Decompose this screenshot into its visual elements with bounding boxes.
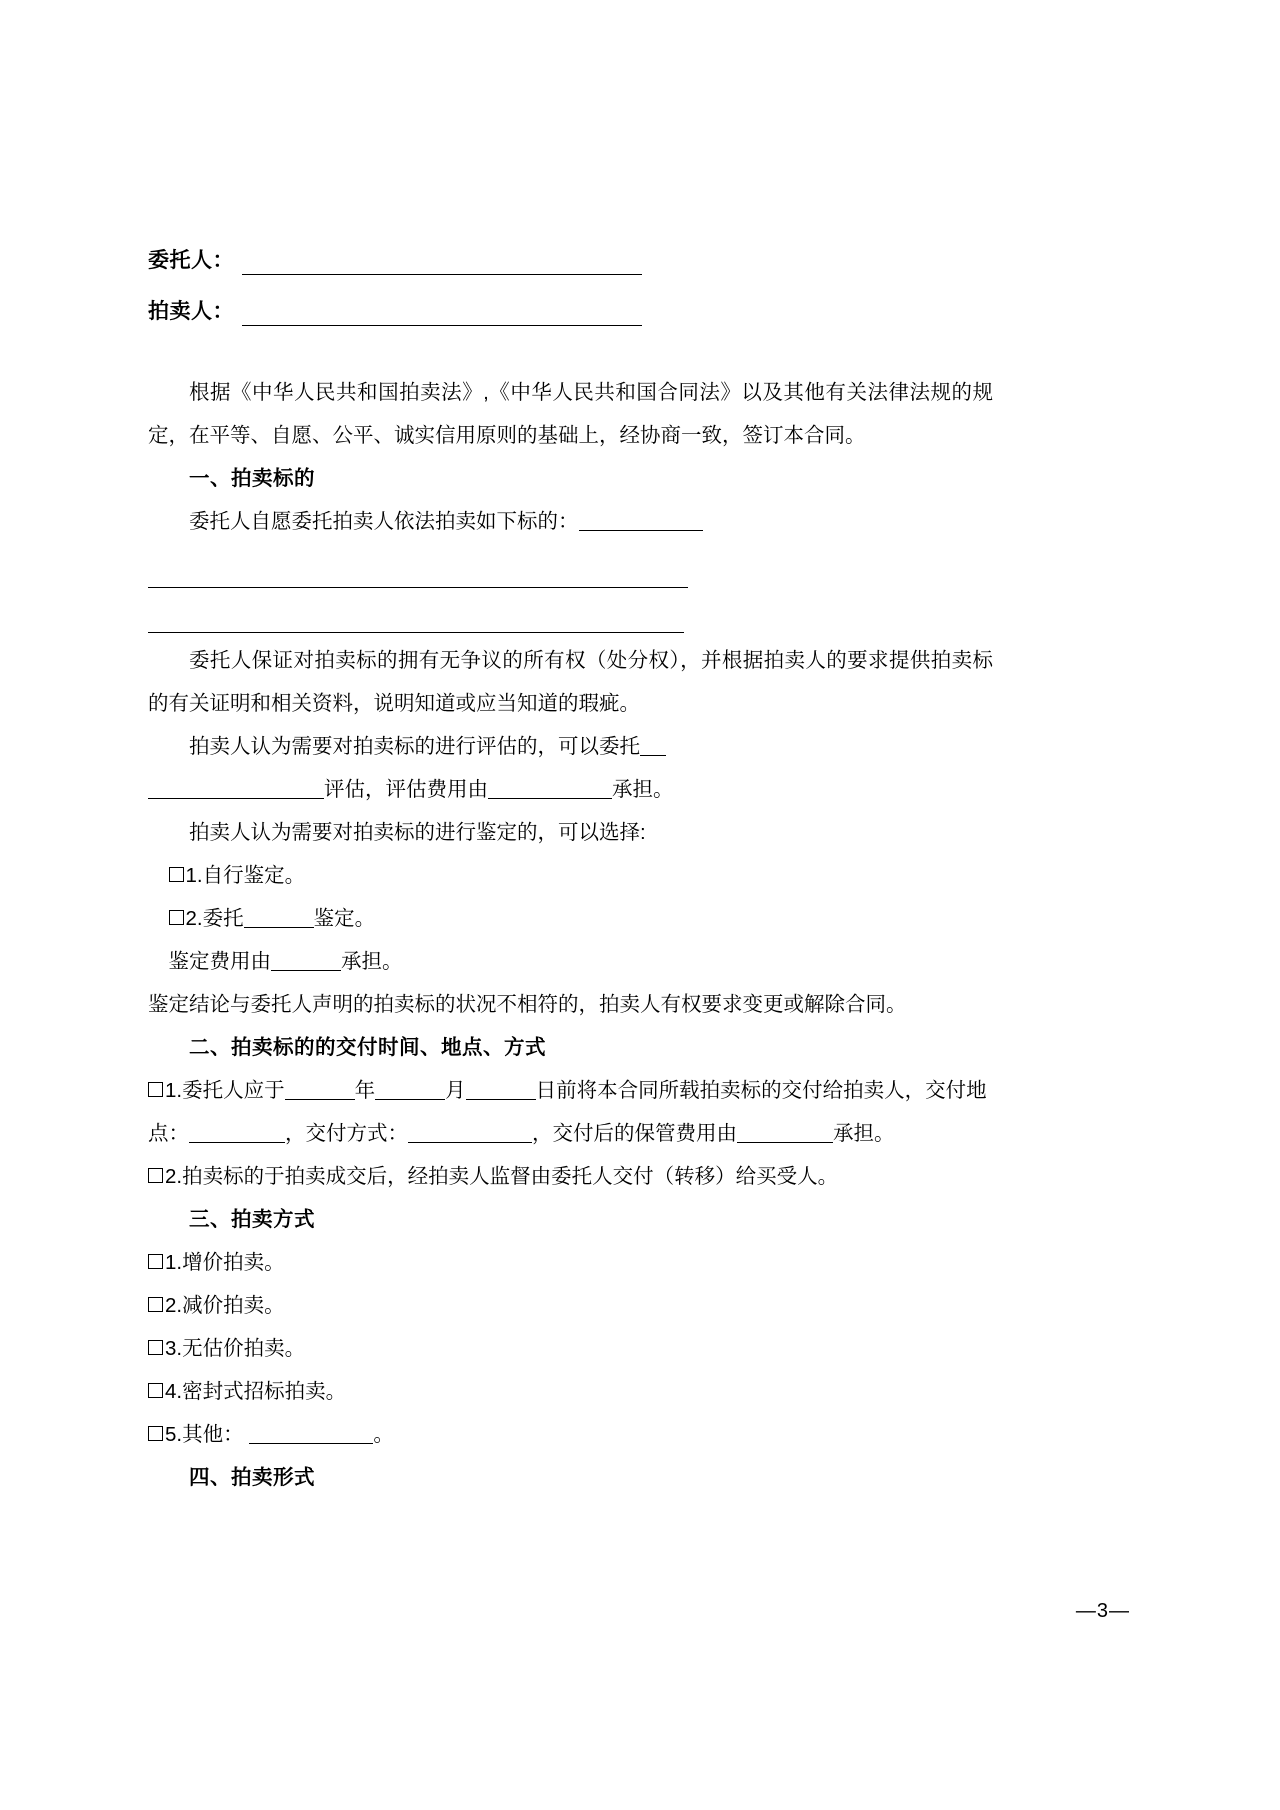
identification-fee-payer-blank[interactable] — [271, 970, 341, 971]
delivery-year-label: 年 — [354, 1079, 376, 1102]
delivery-item-1-continued — [148, 1112, 993, 1155]
delivery-year-blank[interactable] — [285, 1099, 355, 1100]
appraisal-entity-blank[interactable] — [148, 798, 324, 799]
appraisal-line-2-text-a: 评估，评估费用由 — [324, 778, 488, 801]
auctioneer-input-line[interactable] — [242, 303, 642, 326]
auction-method-option-3-num: 3. — [165, 1337, 183, 1360]
ownership-guarantee-paragraph: 委托人保证对拍卖标的拥有无争议的所有权（处分权），并根据拍卖人的要求提供拍卖标的有关证明和相关资料，说明知道或应当知道的瑕疵。 — [148, 649, 993, 715]
delivery-item-2-text: 2.拍卖标的于拍卖成交后，经拍卖人监督由委托人交付（转移）给买受人。 — [165, 1165, 839, 1188]
party-row-auctioneer — [148, 296, 993, 326]
party-row-consignor — [148, 245, 993, 275]
appraisal-line-1 — [148, 725, 993, 768]
checkbox-icon[interactable] — [169, 910, 184, 925]
identification-option-2 — [148, 897, 993, 940]
delivery-item-1-text-a: 1.委托人应于 — [165, 1079, 285, 1102]
auction-method-option-2-num: 2. — [165, 1294, 183, 1317]
checkbox-icon[interactable] — [148, 1426, 163, 1441]
section-two-title: 二、拍卖标的的交付时间、地点、方式 — [189, 1036, 546, 1059]
identification-lead: 拍卖人认为需要对拍卖标的进行鉴定的，可以选择: — [189, 821, 646, 844]
checkbox-icon[interactable] — [148, 1082, 163, 1097]
identification-option-2-text-a: 委托 — [202, 907, 244, 930]
auction-method-option-1-num: 1. — [165, 1251, 183, 1274]
auction-method-option-5-text-b: 。 — [373, 1423, 394, 1446]
appraisal-line-2 — [148, 768, 993, 811]
delivery-item-1-text-b: 日前将本合同所载拍卖标的交付给拍卖人，交付地 — [535, 1079, 987, 1102]
delivery-item-2 — [148, 1155, 993, 1198]
delivery-method-blank[interactable] — [408, 1142, 532, 1143]
identification-fee-line — [148, 940, 993, 983]
auction-method-option-5-text-a: 其他： — [182, 1423, 244, 1446]
section-three-title: 三、拍卖方式 — [189, 1208, 315, 1231]
auction-method-option-4-num: 4. — [165, 1380, 183, 1403]
auction-subject-blank-line-1[interactable] — [148, 553, 688, 588]
auctioneer-label: 拍卖人： — [148, 300, 234, 323]
checkbox-icon[interactable] — [169, 867, 184, 882]
appraisal-line-1-text: 拍卖人认为需要对拍卖标的进行评估的，可以委托 — [189, 735, 640, 758]
identification-option-1-text: 自行鉴定。 — [202, 864, 306, 887]
auction-method-option-1 — [148, 1241, 993, 1284]
delivery-storage-fee-suffix: 承担。 — [833, 1122, 895, 1145]
checkbox-icon[interactable] — [148, 1168, 163, 1183]
delivery-day-blank[interactable] — [466, 1099, 536, 1100]
auction-method-option-5 — [148, 1413, 993, 1456]
auction-method-option-1-text: 增价拍卖。 — [182, 1251, 285, 1274]
consignor-input-line[interactable] — [242, 252, 642, 275]
auction-method-other-blank[interactable] — [249, 1443, 373, 1444]
identification-fee-text-a: 鉴定费用由 — [168, 950, 271, 973]
page-number: —3— — [1075, 1600, 1130, 1622]
identification-option-1-num: 1. — [185, 864, 203, 887]
identification-option-1 — [148, 854, 993, 897]
checkbox-icon[interactable] — [148, 1340, 163, 1355]
appraisal-fee-payer-blank[interactable] — [488, 798, 612, 799]
delivery-storage-fee-blank[interactable] — [737, 1142, 833, 1143]
auction-subject-blank-inline[interactable] — [579, 530, 703, 531]
auction-method-option-2-text: 减价拍卖。 — [182, 1294, 285, 1317]
consignor-label: 委托人： — [148, 249, 234, 272]
identification-conclusion: 鉴定结论与委托人声明的拍卖标的状况不相符的，拍卖人有权要求变更或解除合同。 — [148, 993, 907, 1016]
auction-method-option-3 — [148, 1327, 993, 1370]
delivery-place-blank[interactable] — [189, 1142, 285, 1143]
identification-entity-blank[interactable] — [244, 927, 314, 928]
delivery-month-label: 月 — [445, 1079, 466, 1102]
delivery-month-blank[interactable] — [375, 1099, 445, 1100]
auction-method-option-3-text: 无估价拍卖。 — [182, 1337, 306, 1360]
delivery-storage-fee-label: ，交付后的保管费用由 — [532, 1122, 737, 1145]
checkbox-icon[interactable] — [148, 1383, 163, 1398]
delivery-item-1 — [148, 1069, 993, 1112]
auction-subject-lead-text: 委托人自愿委托拍卖人依法拍卖如下标的： — [189, 510, 579, 533]
identification-fee-text-b: 承担。 — [341, 950, 403, 973]
auction-subject-blank-line-2[interactable] — [148, 598, 684, 633]
checkbox-icon[interactable] — [148, 1297, 163, 1312]
delivery-place-label: 点： — [148, 1122, 189, 1145]
auction-method-option-2 — [148, 1284, 993, 1327]
appraisal-line-2-text-b: 承担。 — [612, 778, 674, 801]
auction-method-option-4 — [148, 1370, 993, 1413]
preamble-paragraph: 根据《中华人民共和国拍卖法》,《中华人民共和国合同法》以及其他有关法律法规的规定，在平等、自愿、公平、诚实信用原则的基础上，经协商一致，签订本合同。 — [148, 381, 993, 447]
auction-subject-lead — [148, 500, 993, 543]
delivery-method-label: ，交付方式： — [285, 1122, 408, 1145]
document-content — [148, 245, 993, 1499]
auction-method-option-5-num: 5. — [165, 1423, 183, 1446]
section-one-title: 一、拍卖标的 — [189, 467, 315, 490]
appraisal-entity-blank-start[interactable] — [640, 755, 666, 756]
checkbox-icon[interactable] — [148, 1254, 163, 1269]
identification-option-2-text-b: 鉴定。 — [313, 907, 376, 930]
section-four-title: 四、拍卖形式 — [189, 1466, 315, 1489]
auction-method-option-4-text: 密封式招标拍卖。 — [182, 1380, 347, 1403]
identification-option-2-num: 2. — [185, 907, 203, 930]
